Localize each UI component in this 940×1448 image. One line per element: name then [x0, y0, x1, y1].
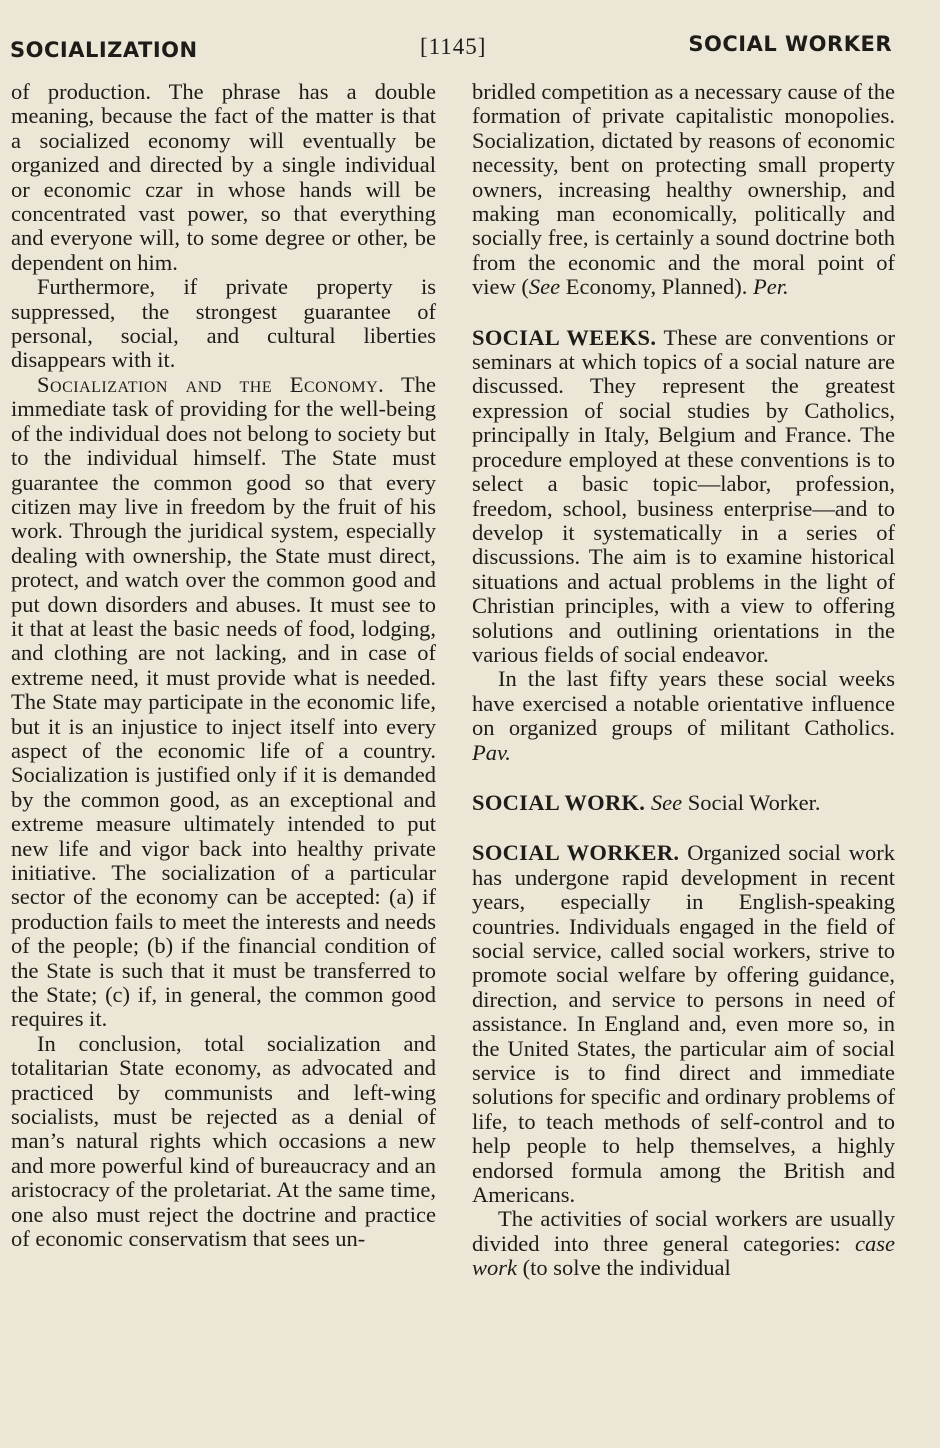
- author-initials: Pav.: [472, 739, 511, 765]
- italic-term: case work: [472, 1230, 895, 1281]
- entry-heading-social-weeks: SOCIAL WEEKS.: [472, 324, 657, 350]
- entry-heading-social-work: SOCIAL WORK.: [472, 789, 646, 815]
- paragraph-text: The activities of social workers are usually divided into three general categories:: [472, 1206, 895, 1256]
- paragraph-continuation-right: [472, 80, 895, 300]
- entry-heading-social-worker: SOCIAL WORKER.: [472, 840, 680, 866]
- paragraph-body: The immediate task of providing for the well-being of the individual does not belong to society but to the individual himself. The State must guarantee the common good so that every citizen may live in freedom by the fruit of his work. Through the juridical system, especially dealing with ownership, the State must direct, protect, and watch over the common good and put down disorders and abuses. It must see to it that at least the basic needs of food, lodging, and clothing are not lacking, and in case of extreme need, it must provide what is needed. The State may participate in the economic life, but it is an injustice to inject itself into every aspect of the economic life of a country. Socialization is justified only if it is demanded by the common good, as an exceptional and extreme measure ultimately intended to put new life and vigor back into healthy private initiative. The socialization of a particular sector of the economy can be accepted: (a) if production fails to meet the interests and needs of the people; (b) if the financial condition of the State is such that it must be transferred to the State; (c) if, in general, the common good requires it.: [11, 371, 436, 1032]
- subhead-socialization-economy: Socialization and the Economy.: [37, 371, 385, 397]
- entry-body: Organized social work has undergone rapid development in recent years, especially in English-speaking countries. Individuals engaged in the field of social service, called social workers, strive to promote social welfare by offering guidance, direction, and service to persons in need of assistance. In England and, even more so, in the United States, the particular aim of social service is to find direct and immediate solutions for specific and ordinary problems of life, to teach methods of self-control and to help people to help themselves, a highly endorsed formula among the British and Americans.: [472, 840, 895, 1208]
- paragraph-text: bridled competition as a necessary cause of the formation of private capitalistic monopolies. Socialization, dictated by reasons of economic necessity, bent on protecting small property owners, increasing healthy ownership, and making man economically, politically and socially free, is certainly a sound doctrine both from the economic and the moral point of view (: [472, 79, 895, 300]
- paragraph-social-weeks-2: [472, 667, 895, 765]
- paragraph-socialization-economy: [11, 373, 436, 1032]
- running-head-left: SOCIALIZATION: [10, 38, 198, 62]
- cross-reference: Social Worker.: [682, 789, 821, 815]
- author-initials: Per.: [752, 274, 789, 300]
- paragraph-text: (to solve the individual: [517, 1255, 731, 1281]
- entry-social-weeks: [472, 326, 895, 668]
- entry-social-work: [472, 791, 895, 815]
- page-number: [1145]: [420, 34, 487, 59]
- see-reference: See: [645, 789, 683, 815]
- paragraph-continuation: of production. The phrase has a double meaning, because the fact of the matter is that a socialized economy will eventually be organized and directed by a single individual or economic czar in whose hands will be concentrated vast power, so that everything and everyone will, to some degree or other, be dependent on him.: [11, 79, 436, 275]
- entry-body: These are conventions or seminars at which topics of a social nature are discussed. They represent the greatest expression of social studies by Catholics, principally in Italy, Belgium and France. The procedure employed at these conventions is to select a basic topic—labor, profession, freedom, school, business enterprise—and to develop it systematically in a series of discussions. The aim is to examine historical situations and actual problems in the light of Christian principles, with a view to offering solutions and outlining orientations in the various fields of social endeavor.: [472, 324, 895, 667]
- left-column: [11, 80, 436, 1252]
- right-column: [472, 80, 895, 1281]
- page-header: [10, 32, 892, 72]
- paragraph-conclusion: In conclusion, total socialization and totalitarian State economy, as advocated and practiced by communists and left-wing socialists, must be rejected as a denial of man’s natural rights which occasions a new and more powerful kind of bureaucracy and an aristocracy of the proletariat. At the same time, one also must reject the doctrine and practice of economic conservatism that sees un-: [11, 1030, 436, 1252]
- paragraph-text: Economy, Planned).: [560, 274, 753, 300]
- entry-social-worker: [472, 841, 895, 1207]
- paragraph-text: In the last fifty years these social weeks have exercised a notable orientative influence on organized groups of militant Catholics.: [472, 666, 895, 741]
- paragraph-private-property: Furthermore, if private property is suppressed, the strongest guarantee of personal, social, and cultural liberties disappears with it.: [11, 274, 436, 373]
- running-head-right: SOCIAL WORKER: [688, 32, 892, 56]
- see-reference: See: [528, 274, 561, 300]
- paragraph-social-worker-2: [472, 1207, 895, 1280]
